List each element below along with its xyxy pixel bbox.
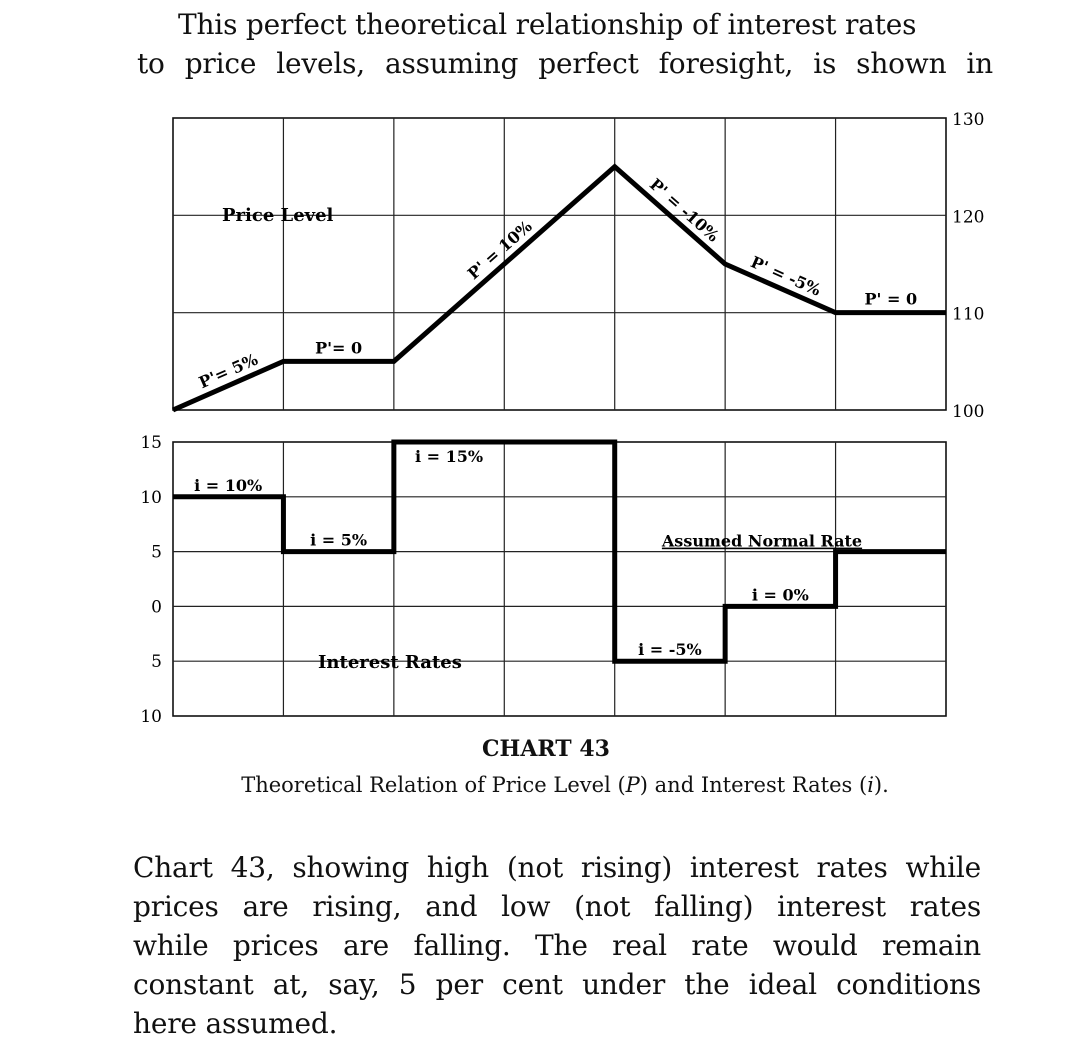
price-slope-annotation — [864, 290, 917, 309]
rate-tick-label: 10 — [140, 707, 162, 727]
rate-segment-label: i = 5% — [310, 530, 368, 550]
price-slope-label: P' = 10% — [463, 216, 536, 284]
chart-caption — [0, 773, 1092, 797]
chart-lines — [173, 167, 946, 662]
price-tick-label: 100 — [952, 402, 985, 422]
price-slope-annotation — [464, 217, 536, 283]
chart-labels — [140, 110, 984, 727]
rate-segment-label: i = 0% — [751, 585, 809, 605]
price-level-line — [173, 167, 946, 410]
rate-panel-frame — [173, 442, 946, 716]
paragraph-bottom — [133, 848, 981, 1043]
price-tick-label: 120 — [952, 207, 985, 228]
rate-tick-label: 5 — [151, 542, 162, 563]
text-line: here assumed. — [133, 1007, 338, 1040]
price-slope-label: P' = -5% — [747, 252, 824, 300]
caption-suffix: ). — [873, 773, 889, 797]
rate-tick-label: 5 — [151, 652, 162, 673]
price-level-label: Price Level — [222, 205, 334, 226]
chart-title: CHART 43 — [482, 736, 610, 762]
text-line: constant at, say, 5 per cent under the ideal conditions — [133, 968, 981, 1001]
caption-p-symbol: P — [625, 773, 640, 797]
price-slope-annotation — [646, 175, 723, 246]
caption-prefix: Theoretical Relation of Price Level ( — [241, 773, 626, 797]
text-line: prices are rising, and low (not falling) interest rates — [133, 890, 981, 923]
caption-i-symbol: i — [867, 773, 874, 797]
text-line: This perfect theoretical relationship of interest rates — [178, 8, 917, 41]
rate-tick-label: 0 — [151, 597, 162, 618]
caption-middle: ) and Interest Rates ( — [639, 773, 868, 797]
price-slope-label: P'= 5% — [195, 349, 261, 393]
assumed-normal-rate-label: Assumed Normal Rate — [661, 531, 863, 551]
price-slope-label: P'= 0 — [315, 338, 363, 358]
rate-segment-label: i = 10% — [194, 475, 263, 495]
rate-tick-label: 15 — [140, 433, 162, 453]
text-line: Chart 43, showing high (not rising) interest rates while — [133, 851, 981, 884]
rate-segment-label: i = 15% — [415, 447, 484, 466]
text-line: while prices are falling. The real rate would remain — [133, 929, 981, 962]
price-slope-label: P' = -10% — [645, 174, 723, 246]
price-panel-frame — [173, 118, 946, 410]
price-tick-label: 130 — [952, 110, 985, 130]
price-slope-label: P' = 0 — [864, 289, 918, 309]
price-slope-annotation — [315, 338, 362, 357]
interest-rates-label: Interest Rates — [318, 652, 462, 673]
text-line: to price levels, assuming perfect foresight, is shown in — [137, 47, 993, 80]
price-tick-label: 110 — [952, 304, 985, 325]
rate-tick-label: 10 — [140, 487, 162, 508]
rate-segment-label: i = -5% — [638, 640, 702, 660]
